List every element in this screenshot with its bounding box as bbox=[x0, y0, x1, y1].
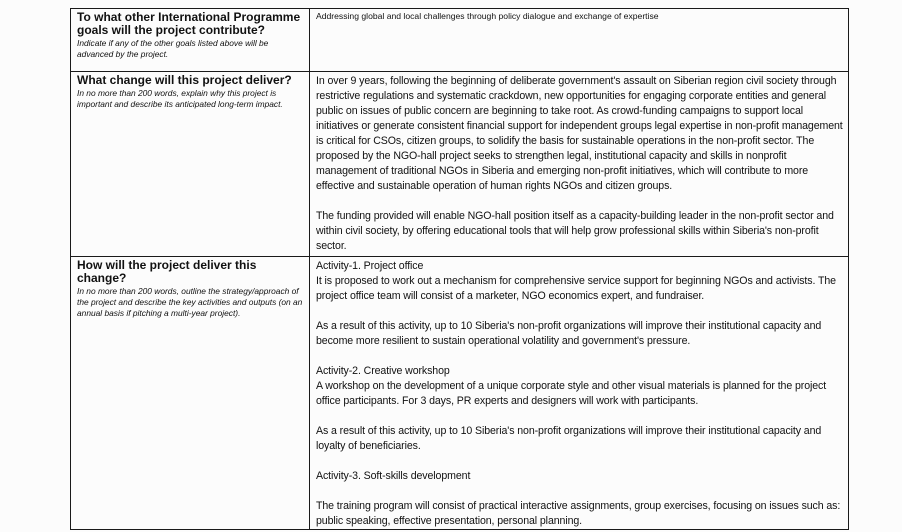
answer-cell bbox=[310, 257, 849, 530]
question-hint: In no more than 200 words, explain why this project is important and describe its anticipated long-term impact. bbox=[77, 88, 283, 109]
table-row bbox=[71, 72, 849, 257]
activity-title: Activity-3. Soft-skills development bbox=[316, 470, 471, 482]
activity-description: A workshop on the development of a unique corporate style and other visual materials is planned for the project office participants. For 3 days, PR experts and designers will work with participants. bbox=[316, 380, 827, 407]
question-text: To what other International Programme goals will the project contribute? bbox=[77, 10, 301, 37]
table-row bbox=[71, 9, 849, 72]
question-hint: In no more than 200 words, outline the strategy/approach of the project and describe the key activities and outputs (on an annual basis if pitching a multi-year project). bbox=[77, 286, 303, 318]
question-cell bbox=[71, 257, 310, 530]
application-form-table bbox=[70, 8, 849, 530]
answer-body bbox=[316, 74, 843, 254]
answer-cell bbox=[310, 9, 849, 72]
question-hint: Indicate if any of the other goals listed above will be advanced by the project. bbox=[77, 38, 269, 59]
table-row bbox=[71, 257, 849, 530]
activity-result: As a result of this activity, up to 10 Siberia's non-profit organizations will improve their institutional capacity and loyalty of beneficiaries. bbox=[316, 425, 822, 452]
activity-result: As a result of this activity, up to 10 Siberia's non-profit organizations will improve their institutional capacity and become more resilient to sustain operational volatility and government's pressure. bbox=[316, 320, 822, 347]
activity-title: Activity-1. Project office bbox=[316, 260, 424, 272]
question-cell bbox=[71, 9, 310, 72]
activity-title: Activity-2. Creative workshop bbox=[316, 365, 450, 377]
answer-text: Addressing global and local challenges through policy dialogue and exchange of expertise bbox=[316, 11, 659, 21]
answer-paragraph: In over 9 years, following the beginning of deliberate government's assault on Siberian region civil society through restrictive regulations and systematic crackdown, new opportunities for engaging corporate entities and general public on issues of public concern are beginning to take root. As crowd-funding campaigns to support local initiatives or generate consistent financial support for independent groups legal expertise in non-profit management is critical for CSOs, citizen groups, to solidify the basis for sustainable operations in the non-profit sector. The proposed by the NGO-hall project seeks to strengthen legal, institutional capacity and skills in nonprofit management of traditional NGOs in Siberia and emerging non-profit initiatives, which will contribute to more effective and sustainable operation of human rights NGOs and citizen groups. bbox=[316, 75, 843, 192]
activity-description: It is proposed to work out a mechanism for comprehensive service support for beginning NGOs and activists. The project office team will consist of a marketer, NGO economics expert, and fundraiser. bbox=[316, 275, 836, 302]
activity-description: The training program will consist of practical interactive assignments, group exercises, focusing on issues such as: public speaking, effective presentation, personal planning. bbox=[316, 500, 841, 527]
question-cell bbox=[71, 72, 310, 257]
question-text: How will the project deliver this change? bbox=[77, 258, 257, 285]
question-text: What change will this project deliver? bbox=[77, 73, 292, 87]
answer-cell bbox=[310, 72, 849, 257]
answer-paragraph: The funding provided will enable NGO-hall position itself as a capacity-building leader in the non-profit sector and within civil society, by offering educational tools that will help grow professional skills within Siberia's non-profit sector. bbox=[316, 210, 834, 252]
answer-body bbox=[316, 259, 843, 529]
